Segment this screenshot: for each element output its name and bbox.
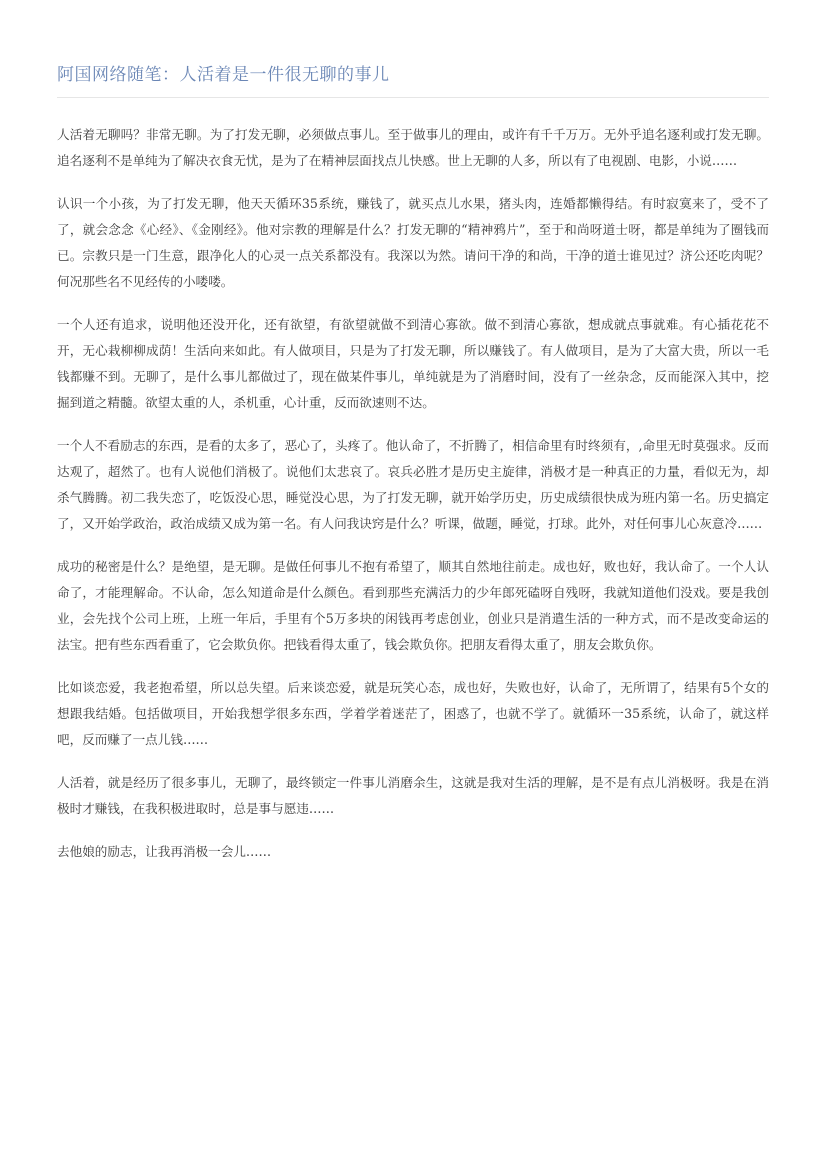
article-page	[57, 0, 769, 882]
paragraph-7: 人活着，就是经历了很多事儿，无聊了，最终锁定一件事儿消磨余生，这就是我对生活的理解，是不是有点儿消极呀。我是在消极时才赚钱，在我积极进取时，总是事与愿违……	[57, 775, 769, 816]
article-body	[57, 122, 769, 865]
paragraph-3: 一个人还有追求，说明他还没开化，还有欲望，有欲望就做不到清心寡欲。做不到清心寡欲，想成就点事就难。有心插花花不开，无心栽柳柳成荫！生活向来如此。有人做项目，只是为了打发无聊，所以赚钱了。有人做项目，是为了大富大贵，所以一毛钱都赚不到。无聊了，是什么事儿都做过了，现在做某件事儿，单纯就是为了消磨时间，没有了一丝杂念，反而能深入其中，挖掘到道之精髓。欲望太重的人，杀机重，心计重，反而欲速则不达。	[57, 317, 769, 410]
paragraph-8: 去他娘的励志，让我再消极一会儿……	[57, 844, 272, 859]
paragraph-1: 人活着无聊吗？非常无聊。为了打发无聊，必须做点事儿。至于做事儿的理由，或许有千千万万。无外乎追名逐利或打发无聊。追名逐利不是单纯为了解决衣食无忧，是为了在精神层面找点儿快感。世上无聊的人多，所以有了电视剧、电影，小说……	[57, 127, 769, 168]
article-title: 阿国网络随笔：人活着是一件很无聊的事儿	[57, 65, 390, 85]
title-divider	[57, 97, 769, 98]
paragraph-6: 比如谈恋爱，我老抱希望，所以总失望。后来谈恋爱，就是玩笑心态，成也好，失败也好，认命了，无所谓了，结果有5个女的想跟我结婚。包括做项目，开始我想学很多东西，学着学着迷茫了，困惑了，也就不学了。就循环一35系统，认命了，就这样吧，反而赚了一点儿钱……	[57, 680, 769, 747]
paragraph-5: 成功的秘密是什么？是绝望，是无聊。是做任何事儿不抱有希望了，顺其自然地往前走。成也好，败也好，我认命了。一个人认命了，才能理解命。不认命，怎么知道命是什么颜色。看到那些充满活力的少年郎死磕呀自残呀，我就知道他们没戏。要是我创业，会先找个公司上班，上班一年后，手里有个5万多块的闲钱再考虑创业，创业只是消遣生活的一种方式，而不是改变命运的法宝。把有些东西看重了，它会欺负你。把钱看得太重了，钱会欺负你。把朋友看得太重了，朋友会欺负你。	[57, 559, 769, 652]
paragraph-2: 认识一个小孩，为了打发无聊，他天天循环35系统，赚钱了，就买点儿水果，猪头肉，连婚都懒得结。有时寂寞来了，受不了了，就会念念《心经》、《金刚经》。他对宗教的理解是什么？打发无聊的“精神鸦片”，至于和尚呀道士呀，都是单纯为了圈钱而已。宗教只是一门生意，跟净化人的心灵一点关系都没有。我深以为然。请问干净的和尚，干净的道士谁见过？济公还吃肉呢？何况那些名不见经传的小喽喽。	[57, 196, 769, 289]
paragraph-4: 一个人不看励志的东西，是看的太多了，恶心了，头疼了。他认命了，不折腾了，相信命里有时终须有，,命里无时莫强求。反而达观了，超然了。也有人说他们消极了。说他们太悲哀了。哀兵必胜才是历史主旋律，消极才是一种真正的力量，看似无为，却杀气腾腾。初二我失恋了，吃饭没心思，睡觉没心思，为了打发无聊，就开始学历史，历史成绩很快成为班内第一名。历史搞定了，又开始学政治，政治成绩又成为第一名。有人问我诀窍是什么？听课，做题，睡觉，打球。此外，对任何事儿心灰意冷……	[57, 438, 769, 531]
